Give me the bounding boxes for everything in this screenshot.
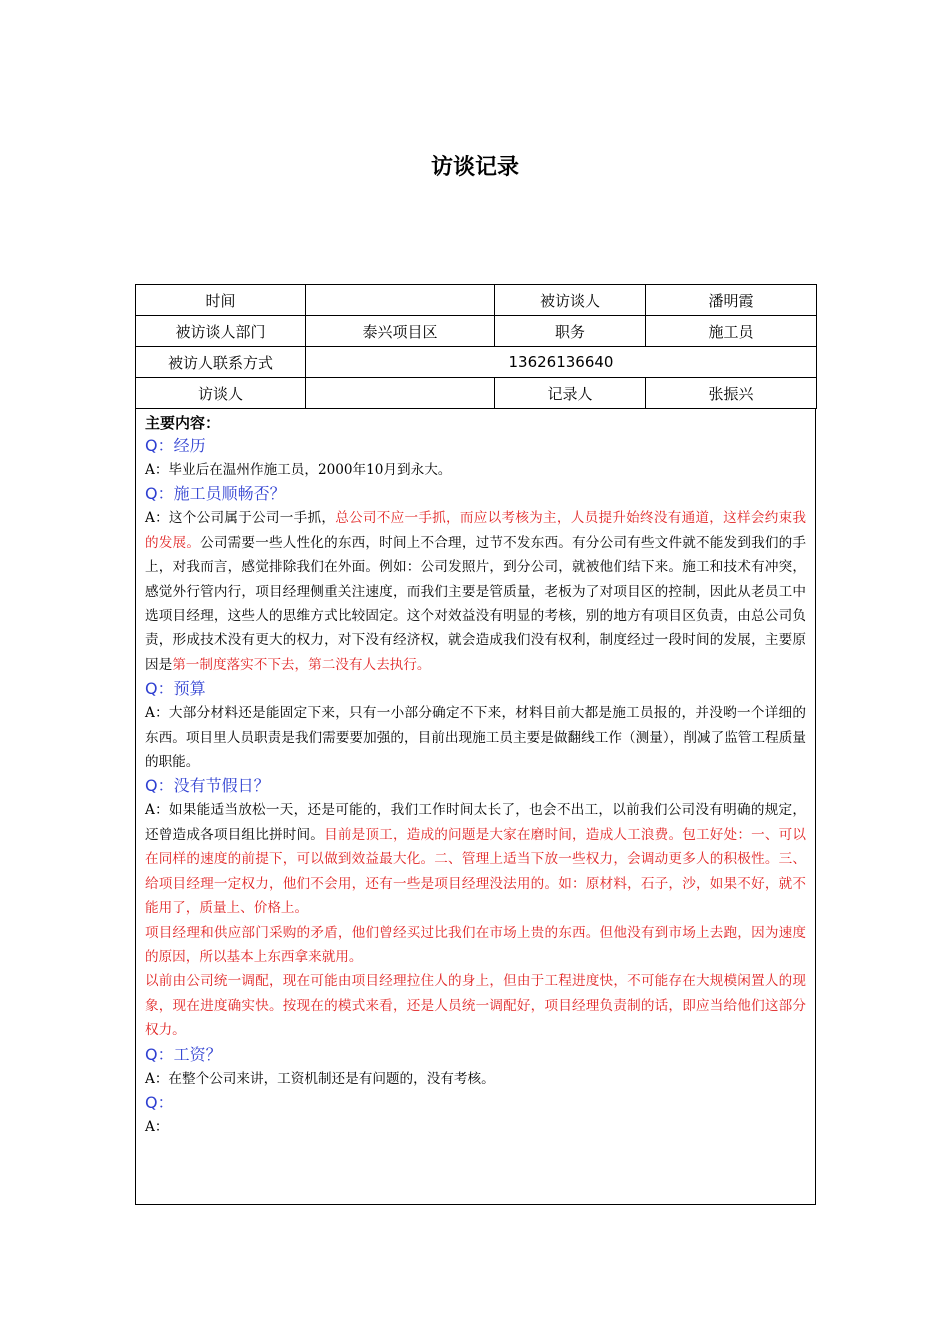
time-value bbox=[306, 285, 495, 316]
contact-label: 被访人联系方式 bbox=[136, 347, 306, 378]
table-row bbox=[136, 347, 817, 378]
question-5: Q：工资？ bbox=[145, 1044, 222, 1064]
answer-5: A：在整个公司来讲，工资机制还是有问题的，没有考核。 bbox=[145, 1070, 495, 1087]
question-3: Q：预算 bbox=[145, 679, 206, 699]
contact-value: 13626136640 bbox=[306, 347, 817, 378]
interviewee-value: 潘明霞 bbox=[646, 285, 817, 316]
answer-2-highlight-1: 总公司不应一手抓，而应以考核为主，人员提升始终没有通道，这样会约束我的发展。 bbox=[145, 510, 807, 551]
table-row bbox=[136, 316, 817, 347]
question-4: Q：没有节假日？ bbox=[145, 776, 270, 796]
interviewer-label: 访谈人 bbox=[136, 378, 306, 409]
content-header: 主要内容： bbox=[145, 414, 221, 432]
dept-label: 被访谈人部门 bbox=[136, 316, 306, 347]
position-value: 施工员 bbox=[646, 316, 817, 347]
time-label: 时间 bbox=[136, 285, 306, 316]
main-content-box bbox=[135, 408, 816, 1205]
table-row bbox=[136, 378, 817, 409]
question-6: Q： bbox=[145, 1092, 174, 1112]
recorder-label: 记录人 bbox=[495, 378, 646, 409]
question-1: Q：经历 bbox=[145, 436, 206, 455]
position-label: 职务 bbox=[495, 316, 646, 347]
info-table bbox=[135, 284, 817, 409]
answer-4-part-1: A：如果能适当放松一天，还是可能的，我们工作时间太长了，也会不出工，以前我们公司没有明确的规定，还曾造成各项目组比拼时间。 bbox=[145, 802, 806, 843]
answer-4 bbox=[145, 798, 806, 920]
recorder-value: 张振兴 bbox=[646, 378, 817, 409]
answer-2 bbox=[145, 506, 806, 677]
answer-2-highlight-2: 第一制度落实不下去，第二没有人去执行。 bbox=[172, 656, 431, 673]
table-row bbox=[136, 285, 817, 316]
answer-2-part-2: 公司需要一些人性化的东西，时间上不合理，过节不发东西。有分公司有些文件就不能发到我们的手上，对我而言，感觉排除我们在外面。例如：公司发照片，到分公司，就被他们结下来。施工和技术有冲突，感觉外行管内行，项目经理侧重关注速度，而我们主要是管质量，老板为了对项目区的控制，因此从老员工中选项目经理，这些人的思维方式比较固定。这个对效益没有明显的考核，别的地方有项目区负责，由总公司负责，形成技术没有更大的权力，对下没有经济权，就会造成我们没有权利，制度经过一段时间的发展，主要原因是 bbox=[145, 534, 807, 673]
answer-6: A： bbox=[145, 1118, 169, 1135]
answer-4-highlight: 目前是顶工，造成的问题是大家在磨时间，造成人工浪费。包工好处：一、可以在同样的速度的前提下，可以做到效益最大化。二、管理上适当下放一些权力，会调动更多人的积极性。三、给项目经理一定权力，他们不会用，还有一些是项目经理没法用的。如：原材料，石子，沙，如果不好，就不能用了，质量上、价格上。 bbox=[145, 826, 807, 917]
answer-3: A：大部分材料还是能固定下来，只有一小部分确定不下来，材料目前大都是施工员报的，并没哟一个详细的东西。项目里人员职责是我们需要要加强的，目前出现施工员主要是做翻线工作（测量），削减了监管工程质量的职能。 bbox=[145, 705, 806, 771]
answer-4-paragraph-2: 项目经理和供应部门采购的矛盾，他们曾经买过比我们在市场上贵的东西。但他没有到市场上去跑，因为速度的原因，所以基本上东西拿来就用。 bbox=[145, 924, 806, 965]
interviewee-label: 被访谈人 bbox=[495, 285, 646, 316]
page-title: 访谈记录 bbox=[430, 155, 519, 180]
question-2: Q：施工员顺畅否？ bbox=[145, 484, 286, 504]
answer-1: A：毕业后在温州作施工员，2000年10月到永大。 bbox=[145, 462, 452, 478]
answer-2-part-1: A：这个公司属于公司一手抓， bbox=[145, 510, 336, 527]
interviewer-value bbox=[306, 378, 495, 409]
dept-value: 泰兴项目区 bbox=[306, 316, 495, 347]
answer-4-paragraph-3: 以前由公司统一调配，现在可能由项目经理拉住人的身上，但由于工程进度快，不可能存在大规模闲置人的现象，现在进度确实快。按现在的模式来看，还是人员统一调配好，项目经理负责制的话，即应当给他们这部分权力。 bbox=[145, 973, 806, 1039]
